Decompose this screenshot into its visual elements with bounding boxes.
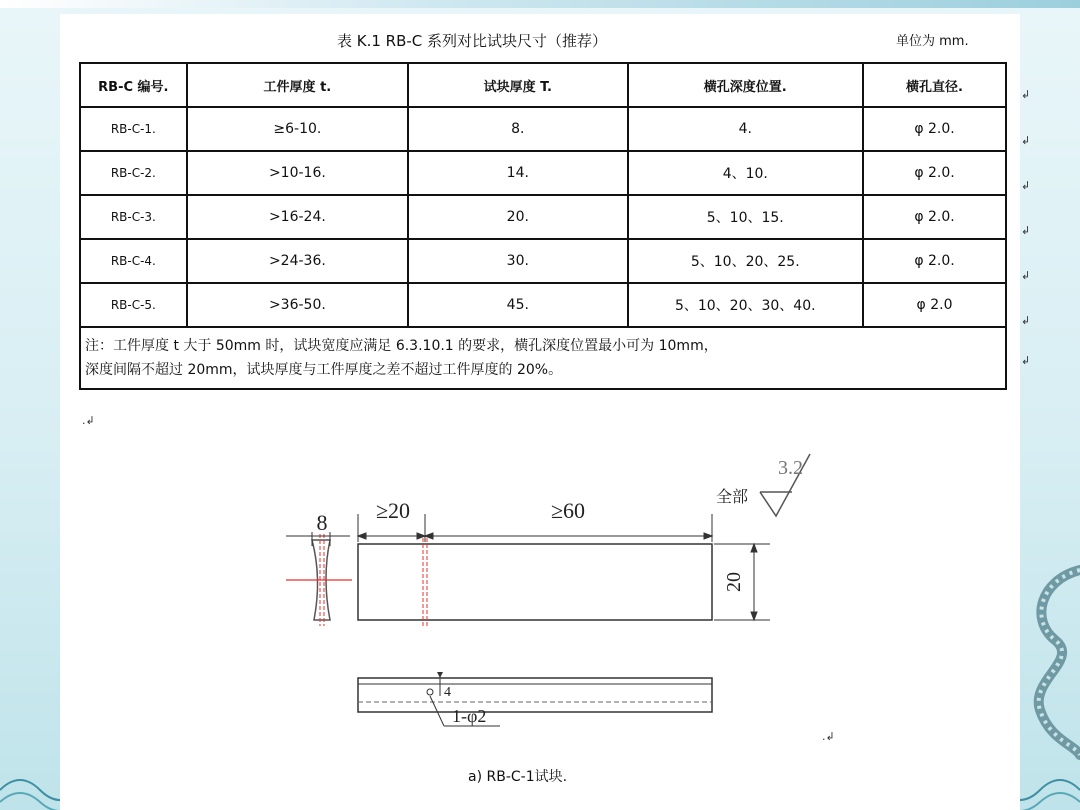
table-row (80, 107, 1006, 151)
header-cell: 横孔深度位置. (628, 63, 864, 107)
paragraph-mark: ↲ (1021, 269, 1031, 282)
table-note (80, 327, 1006, 389)
table-row (80, 239, 1006, 283)
roughness-symbol (716, 454, 810, 516)
table-cell: 30. (408, 239, 627, 283)
table-cell: >10-16. (187, 151, 408, 195)
paragraph-mark: .↲ (822, 730, 835, 743)
table-cell: >36-50. (187, 283, 408, 327)
rbc1-block-drawing (60, 434, 1020, 794)
table-cell: 45. (408, 283, 627, 327)
table-cell: RB-C-1. (80, 107, 187, 151)
hole-callout: 1-φ2 (452, 706, 487, 726)
paragraph-mark: ↲ (1021, 134, 1031, 147)
top-accent-bar (0, 0, 1080, 8)
header-cell: 工件厚度 t. (187, 63, 408, 107)
table-cell: 20. (408, 195, 627, 239)
paragraph-mark: .↲ (82, 414, 95, 427)
dragon-decoration (1010, 560, 1080, 760)
paragraph-mark: ↲ (1021, 88, 1031, 101)
table-cell: >16-24. (187, 195, 408, 239)
header-cell: 横孔直径. (863, 63, 1006, 107)
table-row (80, 283, 1006, 327)
table-cell: ≥6-10. (187, 107, 408, 151)
roughness-value: 3.2 (778, 457, 803, 479)
table-note-row (80, 327, 1006, 389)
table-row (80, 151, 1006, 195)
side-view (286, 534, 352, 626)
table-cell: 4、10. (628, 151, 864, 195)
top-view (358, 672, 712, 726)
table-row (80, 195, 1006, 239)
dimension-table (79, 62, 1007, 390)
table-cell: φ 2.0. (863, 151, 1006, 195)
table-cell: RB-C-5. (80, 283, 187, 327)
table-title: 表 K.1 RB-C 系列对比试块尺寸（推荐） (337, 32, 608, 50)
document-page (60, 14, 1031, 810)
table-cell: φ 2.0. (863, 195, 1006, 239)
table-unit: 单位为 mm. (896, 34, 969, 49)
table-header-row (80, 63, 1006, 107)
table-cell: 5、10、20、30、40. (628, 283, 864, 327)
roughness-label: 全部 (716, 487, 749, 506)
table-cell: RB-C-4. (80, 239, 187, 283)
paragraph-mark: ↲ (1021, 354, 1031, 367)
dim-thickness: 8 (316, 510, 328, 535)
paragraph-mark: ↲ (1021, 179, 1031, 192)
dim-length: ≥60 (550, 498, 586, 523)
table-cell: φ 2.0. (863, 107, 1006, 151)
paragraph-mark: ↲ (1021, 224, 1031, 237)
note-line: 深度间隔不超过 20mm，试块厚度与工件厚度之差不超过工件厚度的 20%。 (85, 362, 563, 378)
header-cell: RB-C 编号. (80, 63, 187, 107)
table-cell: φ 2.0 (863, 283, 1006, 327)
hole-depth-label: 4 (444, 685, 451, 700)
table-cell: RB-C-2. (80, 151, 187, 195)
table-cell: 4. (628, 107, 864, 151)
table-cell: RB-C-3. (80, 195, 187, 239)
note-line: 注：工件厚度 t 大于 50mm 时，试块宽度应满足 6.3.10.1 的要求，横孔深度位置最小可为 10mm， (85, 338, 718, 354)
table-cell: 8. (408, 107, 627, 151)
table-cell: 5、10、20、25. (628, 239, 864, 283)
table-cell: φ 2.0. (863, 239, 1006, 283)
figure-caption: a) RB-C-1试块. (468, 769, 568, 785)
dim-height: 20 (723, 572, 745, 592)
header-cell: 试块厚度 T. (408, 63, 627, 107)
table-cell: 14. (408, 151, 627, 195)
table-cell: 5、10、15. (628, 195, 864, 239)
table-cell: >24-36. (187, 239, 408, 283)
front-view (358, 538, 712, 628)
paragraph-mark: ↲ (1021, 314, 1031, 327)
dim-hole-distance: ≥20 (375, 498, 411, 523)
